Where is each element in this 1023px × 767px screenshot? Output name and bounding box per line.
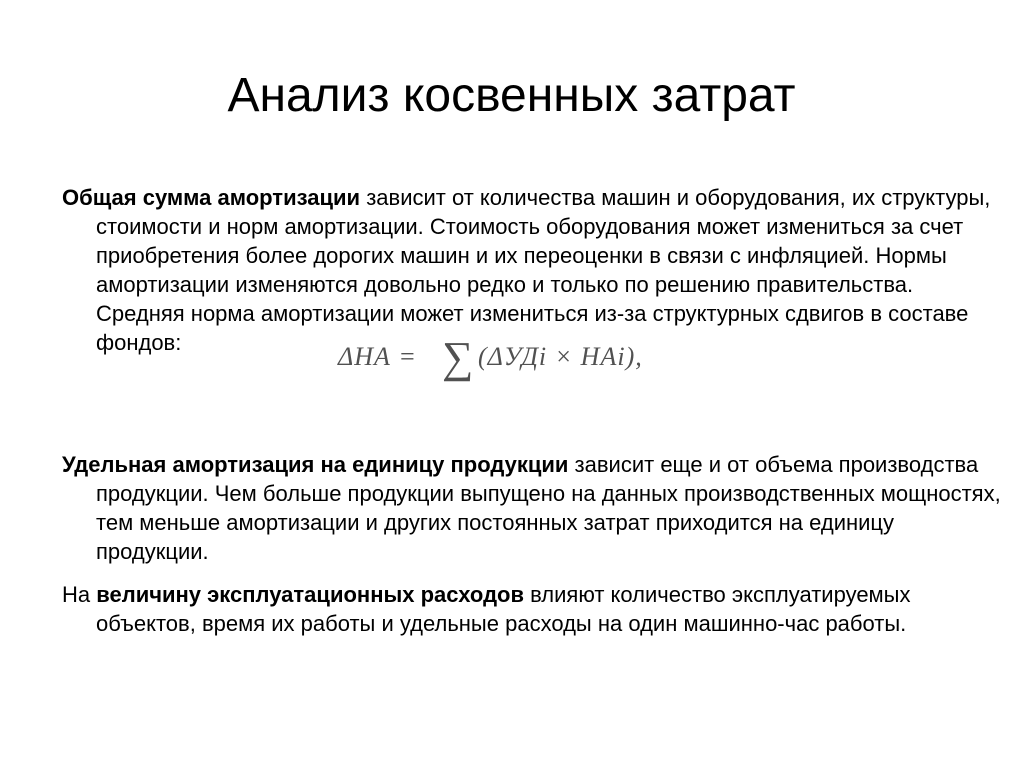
formula-right-side: (ΔУДi × НАi),	[478, 342, 643, 371]
paragraph-total-depreciation	[62, 183, 1006, 357]
formula-left-side: ΔНА =	[338, 342, 417, 371]
paragraph-unit-depreciation	[62, 450, 1006, 566]
paragraph-text: зависит от количества машин и оборудования, их структуры, стоимости и норм амортизации. Стоимость оборудования может измениться за счет приобретения более дорогих машин и их переоценки в связи с инфляцией. Нормы амортизации изменяются довольно редко и только по решению правительства. Средняя норма амортизации может измениться из-за структурных сдвигов в составе фондов:	[96, 185, 991, 355]
slide-title: Анализ косвенных затрат	[227, 69, 796, 122]
sum-icon: ∑	[442, 333, 474, 382]
depreciation-formula	[338, 333, 678, 388]
paragraph-emphasis: Удельная амортизация на единицу продукции	[62, 452, 569, 477]
paragraph-emphasis: Общая сумма амортизации	[62, 185, 361, 210]
paragraph-text: влияют количество эксплуатируемых объектов, время их работы и удельные расходы на один машинно-час работы.	[96, 582, 911, 636]
paragraph-emphasis: величину эксплуатационных расходов	[96, 582, 525, 607]
paragraph-text: зависит еще и от объема производства продукции. Чем больше продукции выпущено на данных производственных мощностях, тем меньше амортизации и других постоянных затрат приходится на единицу продукции.	[96, 452, 1001, 564]
paragraph-prefix: На	[62, 582, 97, 607]
paragraph-operating-costs	[62, 580, 1006, 638]
